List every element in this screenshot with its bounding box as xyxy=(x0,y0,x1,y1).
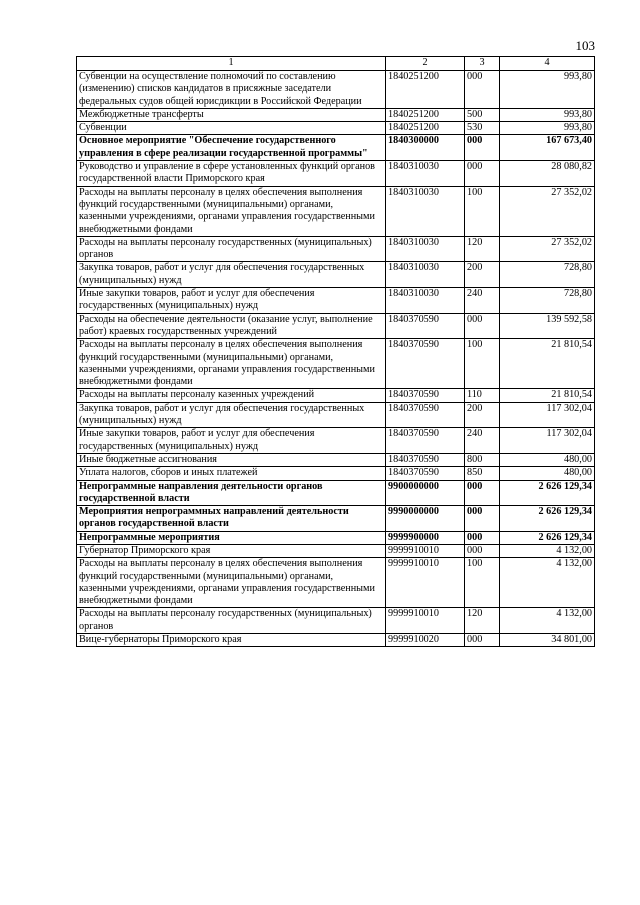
row-name: Межбюджетные трансферты xyxy=(77,108,386,121)
row-type: 850 xyxy=(465,467,500,480)
row-name: Непрограммные направления деятельности органов государственной власти xyxy=(77,480,386,506)
budget-table-body xyxy=(77,57,595,647)
row-code: 9999900000 xyxy=(386,531,465,544)
row-amount: 139 592,58 xyxy=(500,313,595,339)
row-code: 1840310030 xyxy=(386,236,465,262)
table-row xyxy=(77,71,595,109)
row-name: Субвенции на осуществление полномочий по составлению (изменению) списков кандидатов в присяжные заседатели федеральных судов общей юрисдикции в Российской Федерации xyxy=(77,71,386,109)
row-name: Расходы на выплаты персоналу в целях обеспечения выполнения функций государственными (муниципальными) органами, казенными учреждениями, органами управления государственными внебюджетными фондами xyxy=(77,186,386,236)
row-amount: 993,80 xyxy=(500,122,595,135)
row-code: 1840370590 xyxy=(386,428,465,454)
row-amount: 728,80 xyxy=(500,288,595,314)
row-code: 1840310030 xyxy=(386,262,465,288)
row-code: 1840251200 xyxy=(386,122,465,135)
row-amount: 4 132,00 xyxy=(500,544,595,557)
row-amount: 21 810,54 xyxy=(500,389,595,402)
table-row xyxy=(77,122,595,135)
row-type: 000 xyxy=(465,480,500,506)
table-row xyxy=(77,467,595,480)
column-header-name: 1 xyxy=(77,57,386,71)
table-row xyxy=(77,236,595,262)
row-type: 240 xyxy=(465,288,500,314)
row-amount: 117 302,04 xyxy=(500,428,595,454)
row-name: Непрограммные мероприятия xyxy=(77,531,386,544)
row-code: 1840370590 xyxy=(386,313,465,339)
row-amount: 2 626 129,34 xyxy=(500,506,595,532)
row-name: Губернатор Приморского края xyxy=(77,544,386,557)
table-row xyxy=(77,608,595,634)
row-code: 1840310030 xyxy=(386,186,465,236)
row-code: 1840310030 xyxy=(386,161,465,187)
row-type: 000 xyxy=(465,135,500,161)
row-type: 120 xyxy=(465,608,500,634)
row-type: 100 xyxy=(465,558,500,608)
table-row xyxy=(77,634,595,647)
table-row xyxy=(77,186,595,236)
row-amount: 27 352,02 xyxy=(500,186,595,236)
row-amount: 993,80 xyxy=(500,71,595,109)
row-amount: 167 673,40 xyxy=(500,135,595,161)
row-code: 1840370590 xyxy=(386,339,465,389)
row-name: Расходы на выплаты персоналу государственных (муниципальных) органов xyxy=(77,608,386,634)
row-type: 000 xyxy=(465,506,500,532)
table-header-row xyxy=(77,57,595,71)
row-amount: 34 801,00 xyxy=(500,634,595,647)
row-amount: 728,80 xyxy=(500,262,595,288)
row-amount: 117 302,04 xyxy=(500,402,595,428)
table-row xyxy=(77,402,595,428)
row-name: Закупка товаров, работ и услуг для обеспечения государственных (муниципальных) нужд xyxy=(77,402,386,428)
row-amount: 4 132,00 xyxy=(500,608,595,634)
table-row xyxy=(77,161,595,187)
row-amount: 480,00 xyxy=(500,453,595,466)
row-code: 9999910010 xyxy=(386,558,465,608)
row-type: 100 xyxy=(465,339,500,389)
table-row xyxy=(77,531,595,544)
row-name: Расходы на обеспечение деятельности (оказание услуг, выполнение работ) краевых государственных учреждений xyxy=(77,313,386,339)
table-row xyxy=(77,428,595,454)
row-code: 1840370590 xyxy=(386,389,465,402)
row-type: 100 xyxy=(465,186,500,236)
table-row xyxy=(77,558,595,608)
row-amount: 2 626 129,34 xyxy=(500,531,595,544)
row-type: 240 xyxy=(465,428,500,454)
row-code: 9990000000 xyxy=(386,506,465,532)
row-code: 1840310030 xyxy=(386,288,465,314)
column-header-amount: 4 xyxy=(500,57,595,71)
row-name: Уплата налогов, сборов и иных платежей xyxy=(77,467,386,480)
table-row xyxy=(77,339,595,389)
row-amount: 27 352,02 xyxy=(500,236,595,262)
row-name: Расходы на выплаты персоналу в целях обеспечения выполнения функций государственными (муниципальными) органами, казенными учреждениями, органами управления государственными внебюджетными фондами xyxy=(77,339,386,389)
row-type: 120 xyxy=(465,236,500,262)
row-code: 1840251200 xyxy=(386,71,465,109)
row-name: Закупка товаров, работ и услуг для обеспечения государственных (муниципальных) нужд xyxy=(77,262,386,288)
row-type: 500 xyxy=(465,108,500,121)
row-name: Иные закупки товаров, работ и услуг для обеспечения государственных (муниципальных) нужд xyxy=(77,288,386,314)
page-number: 103 xyxy=(575,38,595,53)
row-type: 000 xyxy=(465,544,500,557)
row-type: 800 xyxy=(465,453,500,466)
row-code: 1840300000 xyxy=(386,135,465,161)
row-type: 530 xyxy=(465,122,500,135)
table-row xyxy=(77,453,595,466)
row-amount: 28 080,82 xyxy=(500,161,595,187)
row-amount: 2 626 129,34 xyxy=(500,480,595,506)
table-row xyxy=(77,262,595,288)
row-name: Расходы на выплаты персоналу в целях обеспечения выполнения функций государственными (муниципальными) органами, казенными учреждениями, органами управления государственными внебюджетными фондами xyxy=(77,558,386,608)
row-amount: 480,00 xyxy=(500,467,595,480)
table-row xyxy=(77,288,595,314)
row-name: Расходы на выплаты персоналу казенных учреждений xyxy=(77,389,386,402)
table-row xyxy=(77,313,595,339)
row-type: 200 xyxy=(465,262,500,288)
row-type: 110 xyxy=(465,389,500,402)
row-type: 200 xyxy=(465,402,500,428)
row-code: 1840251200 xyxy=(386,108,465,121)
row-name: Руководство и управление в сфере установленных функций органов государственной власти Приморского края xyxy=(77,161,386,187)
row-name: Основное мероприятие "Обеспечение государственного управления в сфере реализации государственной программы" xyxy=(77,135,386,161)
row-name: Иные бюджетные ассигнования xyxy=(77,453,386,466)
table-row xyxy=(77,135,595,161)
row-code: 9999910010 xyxy=(386,544,465,557)
row-code: 9999910020 xyxy=(386,634,465,647)
row-name: Расходы на выплаты персоналу государственных (муниципальных) органов xyxy=(77,236,386,262)
column-header-code: 2 xyxy=(386,57,465,71)
row-name: Мероприятия непрограммных направлений деятельности органов государственной власти xyxy=(77,506,386,532)
row-name: Вице-губернаторы Приморского края xyxy=(77,634,386,647)
row-type: 000 xyxy=(465,161,500,187)
row-code: 1840370590 xyxy=(386,453,465,466)
row-type: 000 xyxy=(465,531,500,544)
row-type: 000 xyxy=(465,71,500,109)
table-row xyxy=(77,389,595,402)
column-header-type: 3 xyxy=(465,57,500,71)
row-code: 9999910010 xyxy=(386,608,465,634)
row-code: 1840370590 xyxy=(386,467,465,480)
table-row xyxy=(77,108,595,121)
table-row xyxy=(77,480,595,506)
row-name: Иные закупки товаров, работ и услуг для обеспечения государственных (муниципальных) нужд xyxy=(77,428,386,454)
row-amount: 4 132,00 xyxy=(500,558,595,608)
table-row xyxy=(77,544,595,557)
budget-table xyxy=(76,56,595,647)
row-type: 000 xyxy=(465,313,500,339)
row-name: Субвенции xyxy=(77,122,386,135)
row-amount: 21 810,54 xyxy=(500,339,595,389)
row-type: 000 xyxy=(465,634,500,647)
row-code: 1840370590 xyxy=(386,402,465,428)
table-row xyxy=(77,506,595,532)
row-amount: 993,80 xyxy=(500,108,595,121)
row-code: 9900000000 xyxy=(386,480,465,506)
